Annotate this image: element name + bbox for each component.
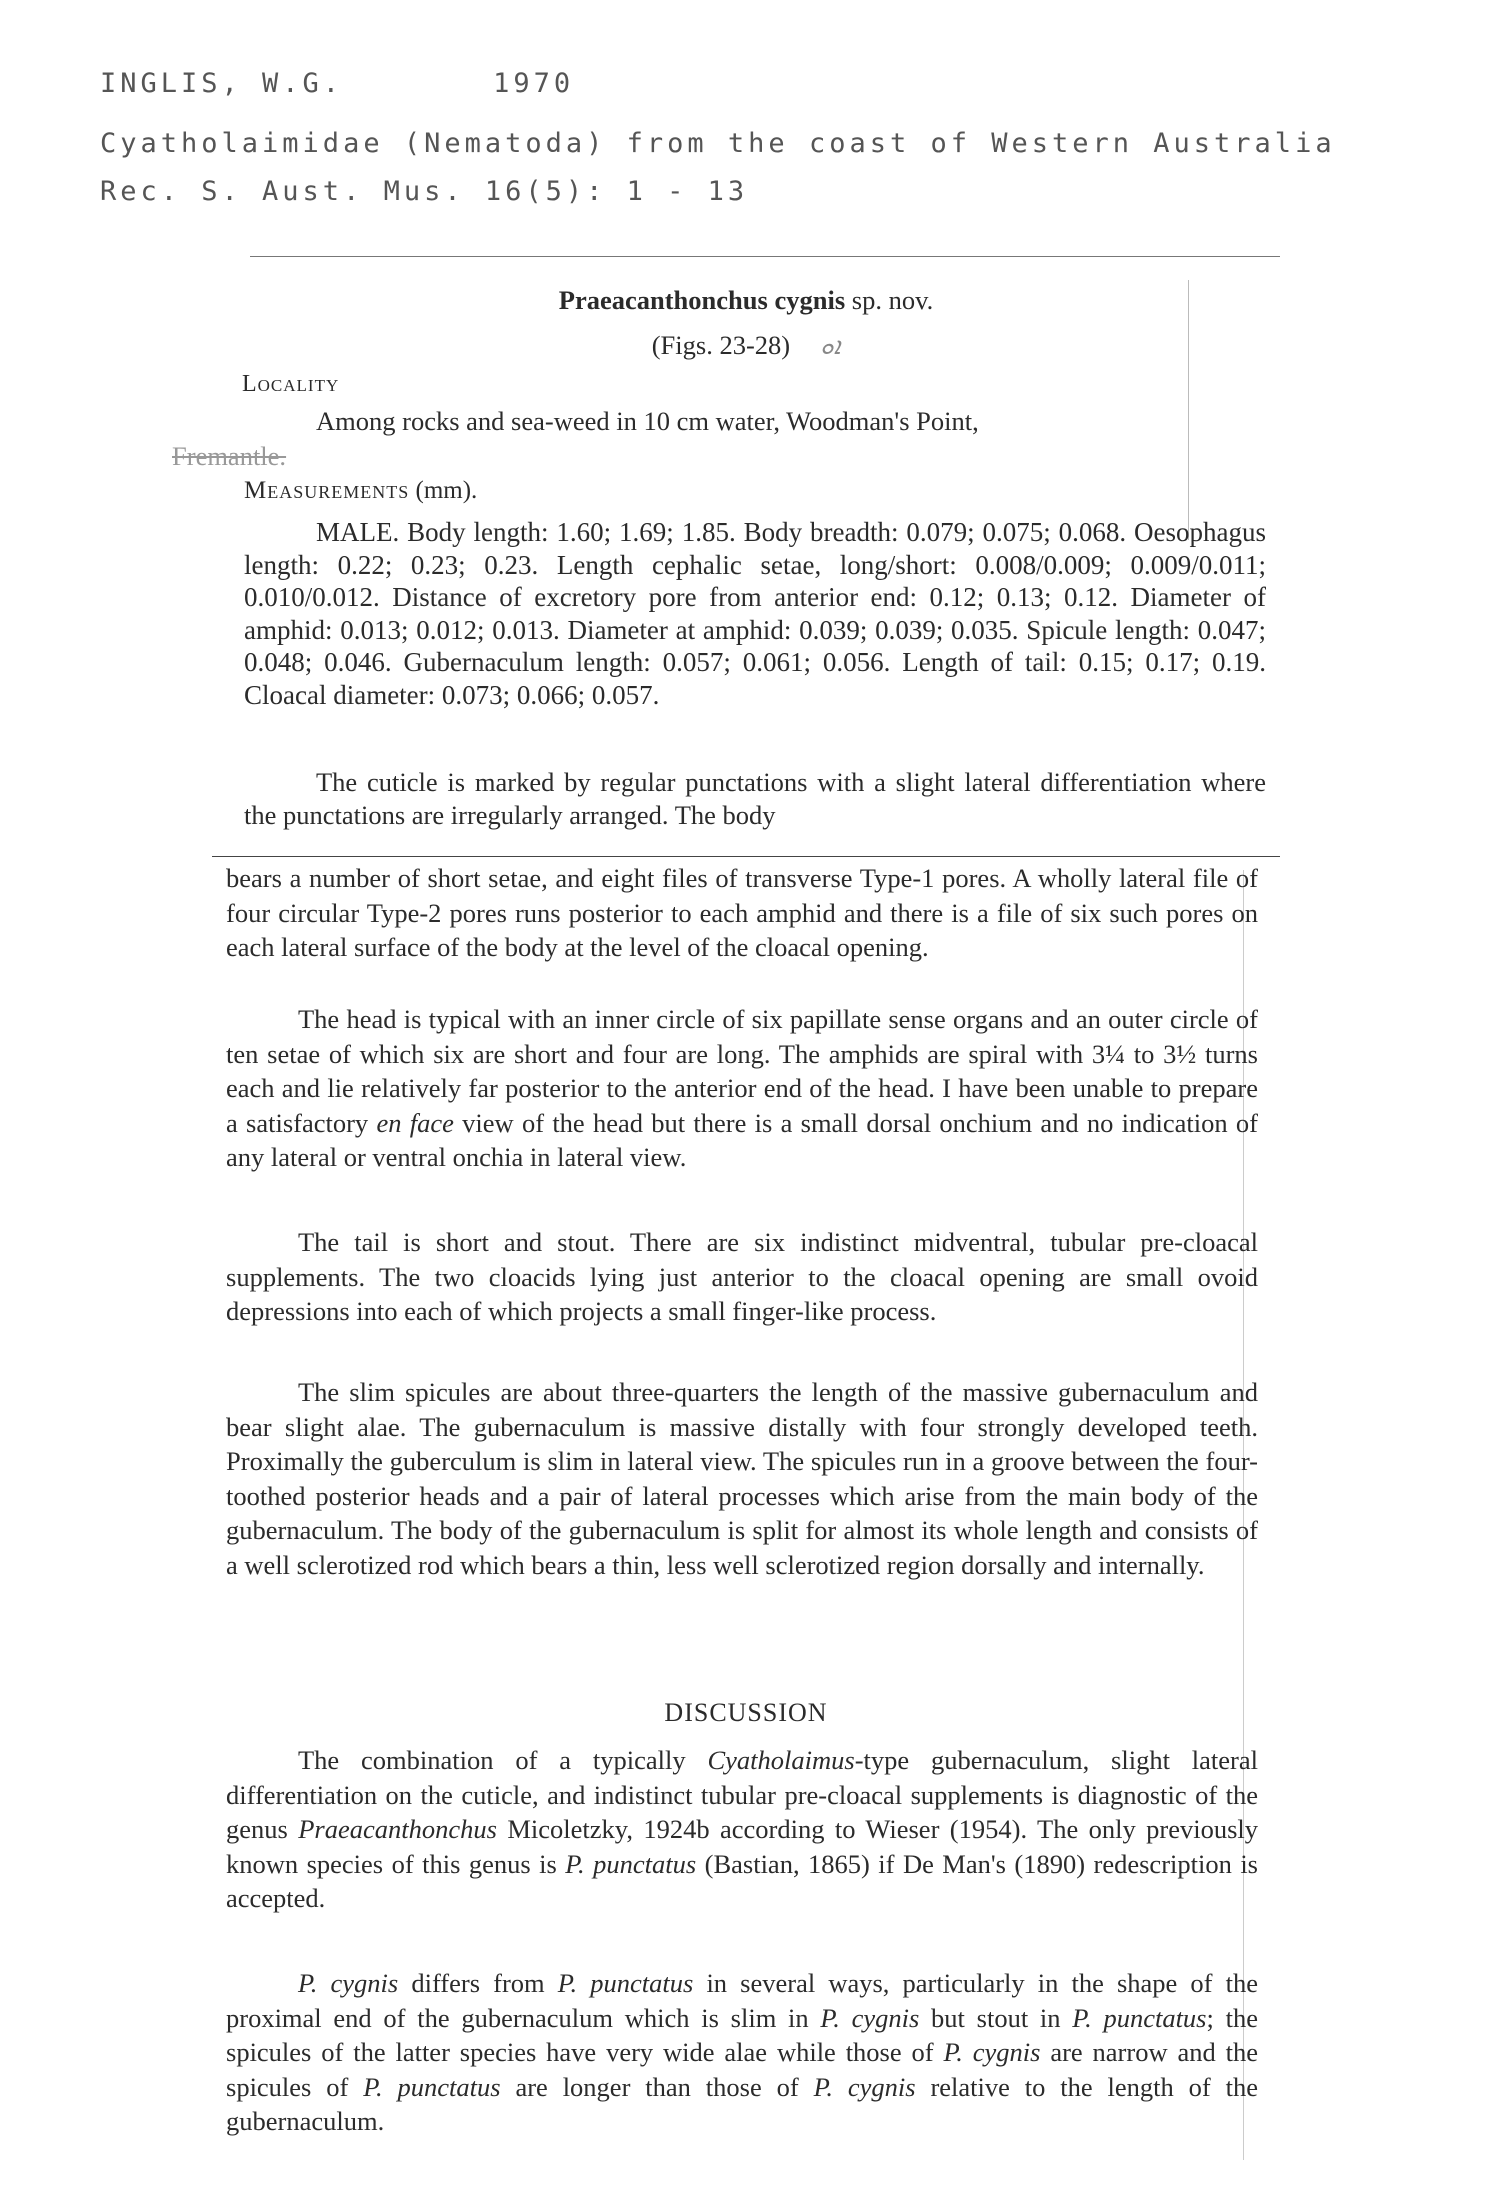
locality-struck-word: Fremantle. xyxy=(172,440,287,471)
head-paragraph xyxy=(226,1002,1258,1175)
figure-reference xyxy=(226,328,1266,364)
locality-heading: Locality xyxy=(242,371,340,397)
discussion-heading: DISCUSSION xyxy=(664,1698,828,1727)
cuticle-text-part2: bears a number of short setae, and eight files of transverse Type-1 pores. A wholly lateral file of four circular Type-2 pores runs posterior to each amphid and there is a file of six such pores on each lateral surface of the body at the level of the cloacal opening. xyxy=(226,863,1258,962)
measurements-label: Measurements xyxy=(244,477,410,504)
head-text-italic: en face xyxy=(376,1107,454,1138)
discussion-paragraph-1 xyxy=(226,1743,1258,1916)
handwritten-note: ܐܘ xyxy=(820,332,841,360)
cuticle-paragraph-part2 xyxy=(226,861,1258,965)
species-name: Praeacanthonchus cygnis xyxy=(558,285,846,315)
tail-paragraph xyxy=(226,1225,1258,1329)
discussion-p2-text-d: ; the spicules of the latter species have very wide alae while those of xyxy=(226,2002,1258,2067)
citation-author-line xyxy=(100,68,574,99)
discussion-p2-text-b: in several ways, particularly in the shape of the proximal end of the gubernaculum which is slim in xyxy=(226,1968,1258,2033)
discussion-p2-text-a: differs from xyxy=(398,1968,558,1998)
measurements-text: MALE. Body length: 1.60; 1.69; 1.85. Body breadth: 0.079; 0.075; 0.068. Oesophagus length: 0.22; 0.23; 0.23. Length cephalic setae, long/short: 0.008/0.009; 0.009/0.011; 0.010/0.012. Distance of excretory pore from anterior end: 0.12; 0.13; 0.12. Diameter of amphid: 0.013; 0.012; 0.013. Diameter at amphid: 0.039; 0.039; 0.035. Spicule length: 0.047; 0.048; 0.046. Gubernaculum length: 0.057; 0.061; 0.056. Length of tail: 0.15; 0.17; 0.19. Cloacal diameter: 0.073; 0.066; 0.057. xyxy=(244,517,1266,710)
discussion-p1-text-a: The combination of a typically xyxy=(298,1745,708,1775)
citation-year: 1970 xyxy=(493,68,575,99)
species-punctatus: P. punctatus xyxy=(557,1968,694,1998)
species-cygnis: P. cygnis xyxy=(298,1968,399,1998)
species-punctatus: P. punctatus xyxy=(1072,2002,1207,2033)
discussion-p1-text-b: -type gubernaculum, slight lateral differentiation on the cuticle, and indistinct tubular pre-cloacal supplements is diagnostic of the genus xyxy=(226,1745,1258,1844)
measurements-heading xyxy=(244,474,477,509)
locality-description: Among rocks and sea-weed in 10 cm water, Woodman's Point, xyxy=(316,406,979,436)
figure-numbers: (Figs. 23-28) xyxy=(651,330,791,360)
genus-praeacanthonchus: Praeacanthonchus xyxy=(298,1814,497,1844)
species-cygnis: P. cygnis xyxy=(943,2037,1041,2067)
discussion-paragraph-2 xyxy=(226,1966,1258,2139)
discussion-p2-text-c: but stout in xyxy=(919,2002,1073,2033)
head-text-a: The head is typical with an inner circle of six papillate sense organs and an outer circle of ten setae of which six are short and four are long. The amphids are spiral with 3¼ to 3½ turns each and lie relatively far posterior to the anterior end of the head. I have been unable to prepare a satisfactory xyxy=(226,1004,1258,1138)
genus-cyatholaimus: Cyatholaimus xyxy=(707,1745,855,1775)
species-punctatus: P. punctatus xyxy=(363,2071,501,2102)
cuticle-paragraph-part1 xyxy=(244,766,1266,832)
page-join-line xyxy=(212,856,1280,857)
citation-reference: Rec. S. Aust. Mus. 16(5): 1 - 13 xyxy=(100,176,749,207)
tail-text: The tail is short and stout. There are six indistinct midventral, tubular pre-cloacal supplements. The two cloacids lying just anterior to the cloacal opening are small ovoid depressions into each of which projects a small finger-like process. xyxy=(226,1227,1258,1326)
locality-text xyxy=(172,404,1244,473)
discussion-p1-text-c: Micoletzky, 1924b according to Wieser (1954). The only previously known species of this genus is xyxy=(226,1814,1258,1879)
discussion-p1-text-d: (Bastian, 1865) if De Man's (1890) redescription is accepted. xyxy=(226,1848,1258,1913)
cuticle-text-part1: The cuticle is marked by regular punctations with a slight lateral differentiation where the punctations are irregularly arranged. The body xyxy=(244,767,1266,830)
measurements-paragraph xyxy=(244,516,1266,711)
species-status: sp. nov. xyxy=(851,285,934,315)
discussion-p2-text-g: relative to the length of the gubernaculum. xyxy=(226,2071,1258,2136)
discussion-p2-text-f: are longer than those of xyxy=(500,2071,814,2102)
citation-title: Cyatholaimidae (Nematoda) from the coast of Western Australia xyxy=(100,128,1336,159)
head-text-b: view of the head but there is a small dorsal onchium and no indication of any lateral or ventral onchia in lateral view. xyxy=(226,1107,1259,1172)
spicules-paragraph xyxy=(226,1375,1258,1582)
citation-author: INGLIS, W.G. xyxy=(100,68,344,99)
discussion-p2-text-e: are narrow and the spicules of xyxy=(226,2037,1258,2102)
species-punctatus: P. punctatus xyxy=(565,1848,697,1879)
measurements-unit: (mm). xyxy=(415,477,478,504)
species-cygnis: P. cygnis xyxy=(820,2002,920,2033)
species-cygnis: P. cygnis xyxy=(813,2071,916,2102)
spicules-text: The slim spicules are about three-quarters the length of the massive gubernaculum and bear slight alae. The gubernaculum is massive distally with four strongly developed teeth. Proximally the guberculum is slim in lateral view. The spicules run in a groove between the four-toothed posterior heads and a pair of lateral processes which arise from the main body of the gubernaculum. The body of the gubernaculum is split for almost its whole length and consists of a well sclerotized rod which bears a thin, less well sclerotized region dorsally and internally. xyxy=(226,1377,1258,1580)
top-divider xyxy=(250,256,1280,257)
species-title xyxy=(226,283,1266,318)
